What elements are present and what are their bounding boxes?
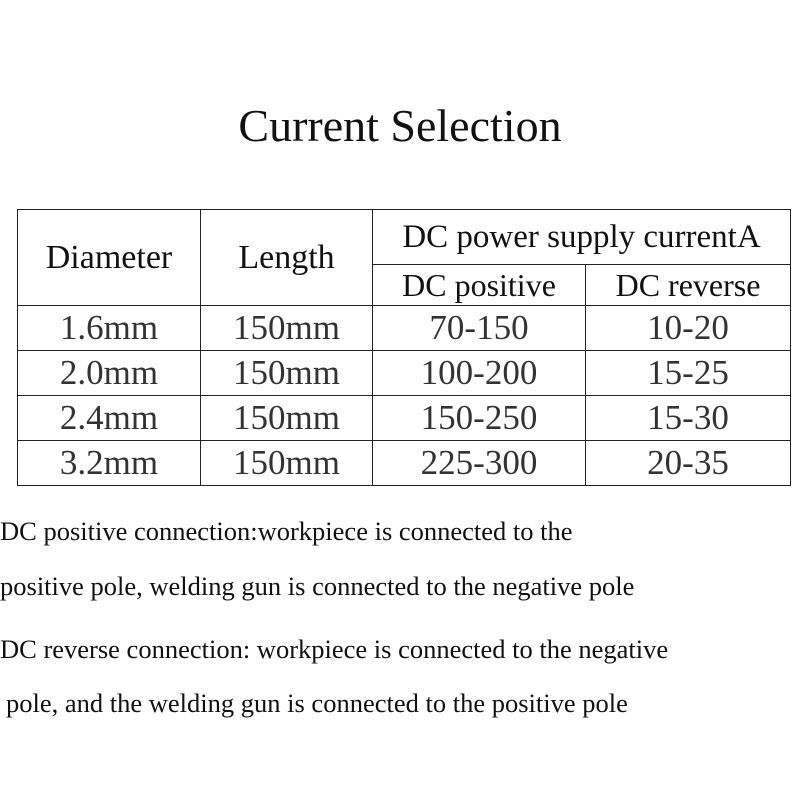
cell-diameter: 2.0mm — [18, 351, 201, 396]
note-dc-positive-line-1: DC positive connection:workpiece is connected to the — [0, 516, 573, 546]
cell-dc-reverse: 15-30 — [586, 396, 791, 441]
cell-dc-reverse: 15-25 — [586, 351, 791, 396]
current-selection-table — [17, 209, 791, 486]
header-diameter: Diameter — [18, 210, 201, 306]
table-row — [18, 351, 791, 396]
header-dc-power-supply-current: DC power supply currentA — [373, 210, 791, 265]
table-row — [18, 306, 791, 351]
cell-dc-positive: 100-200 — [373, 351, 586, 396]
table-row — [18, 441, 791, 486]
cell-length: 150mm — [201, 306, 373, 351]
note-dc-reverse-line-2: pole, and the welding gun is connected to the positive pole — [6, 688, 628, 718]
table-header-row — [18, 210, 791, 265]
cell-diameter: 3.2mm — [18, 441, 201, 486]
page-title: Current Selection — [238, 100, 562, 151]
header-dc-reverse: DC reverse — [586, 265, 791, 306]
header-dc-positive: DC positive — [373, 265, 586, 306]
table-row — [18, 396, 791, 441]
cell-dc-positive: 225-300 — [373, 441, 586, 486]
cell-diameter: 2.4mm — [18, 396, 201, 441]
cell-length: 150mm — [201, 441, 373, 486]
cell-diameter: 1.6mm — [18, 306, 201, 351]
header-length: Length — [201, 210, 373, 306]
note-dc-reverse-line-1: DC reverse connection: workpiece is connected to the negative — [0, 634, 669, 664]
cell-length: 150mm — [201, 396, 373, 441]
cell-dc-positive: 70-150 — [373, 306, 586, 351]
cell-dc-positive: 150-250 — [373, 396, 586, 441]
cell-dc-reverse: 10-20 — [586, 306, 791, 351]
note-dc-positive-line-2: positive pole, welding gun is connected to the negative pole — [0, 571, 635, 601]
cell-length: 150mm — [201, 351, 373, 396]
cell-dc-reverse: 20-35 — [586, 441, 791, 486]
